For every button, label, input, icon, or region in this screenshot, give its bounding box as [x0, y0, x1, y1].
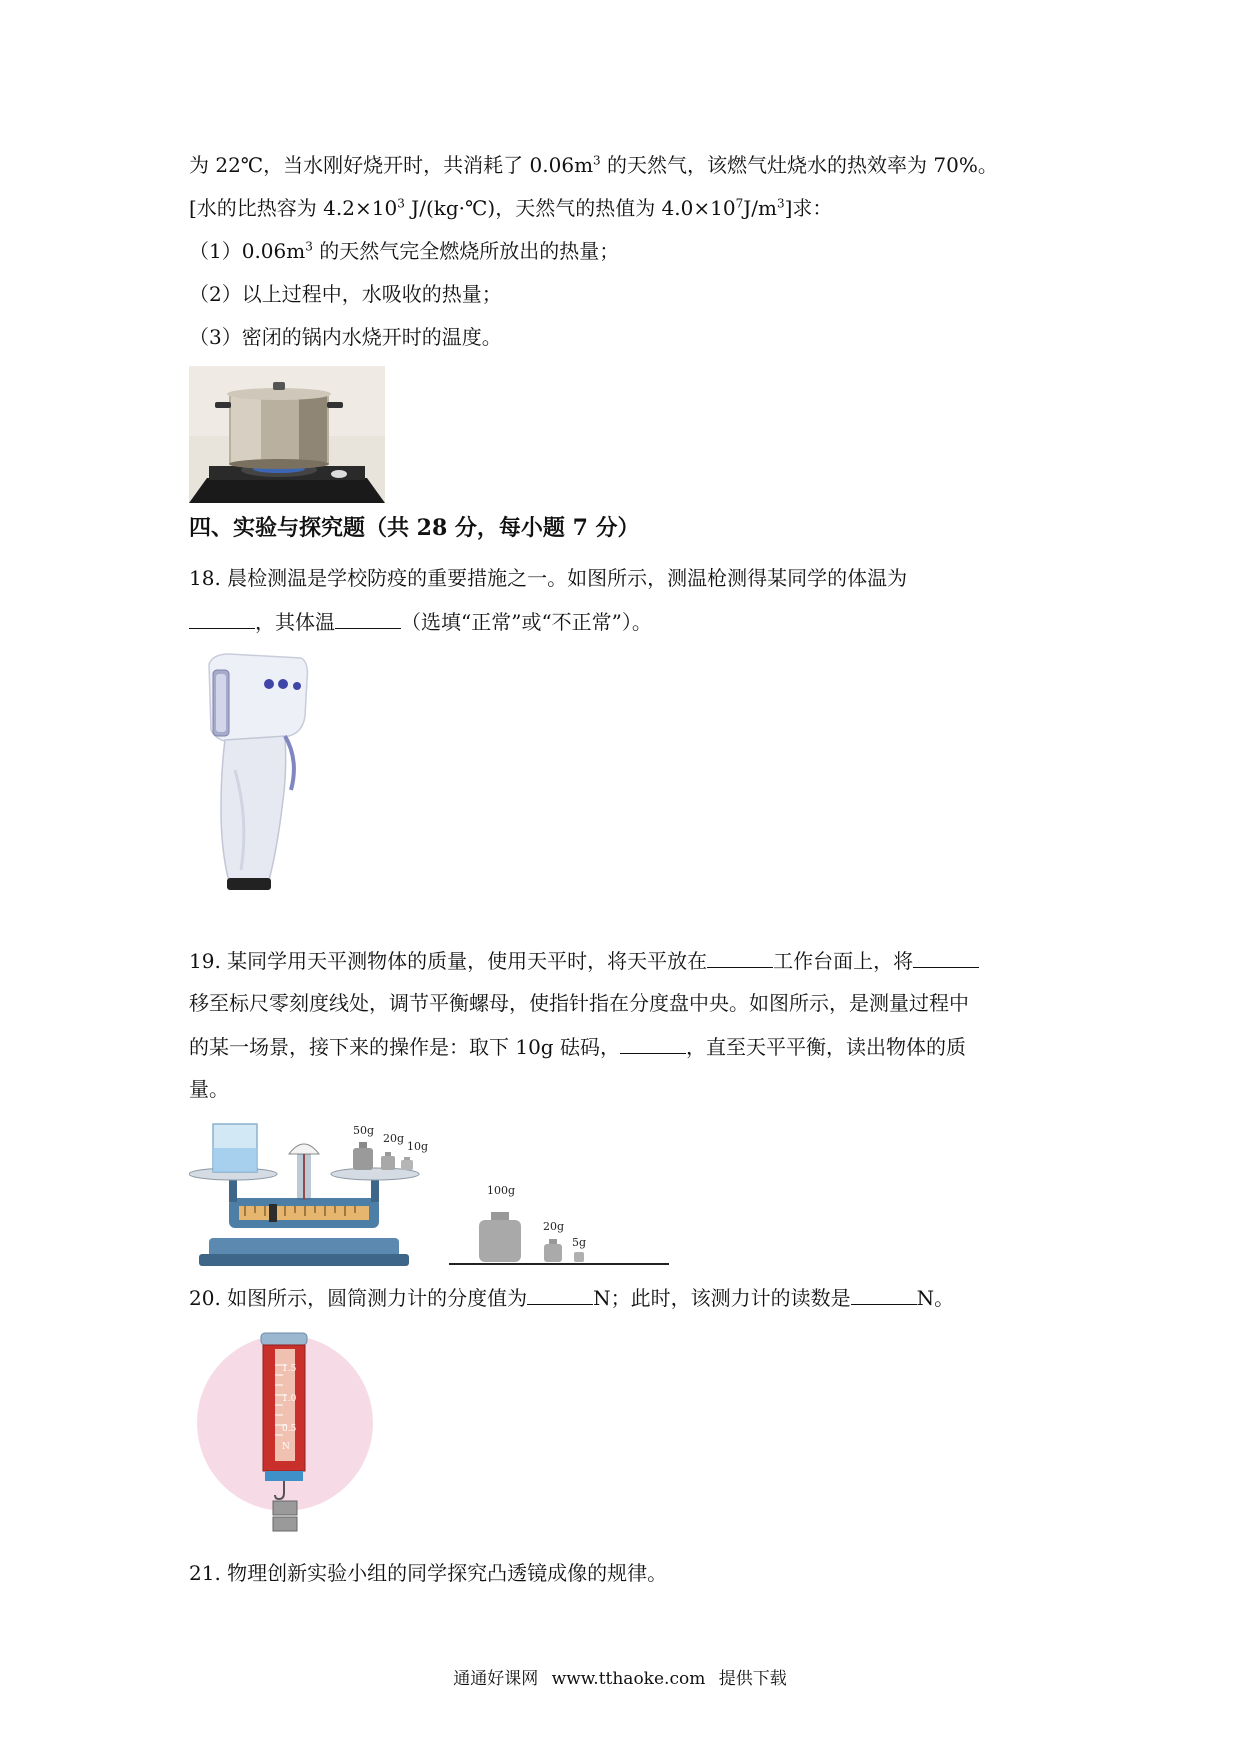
answer-blank[interactable]	[851, 1284, 917, 1305]
footer-note: 提供下载	[718, 1669, 787, 1689]
q18-line-2: ，其体温 （选填“正常”或“不正常”）。	[189, 608, 652, 635]
q19-line-3: 的某一场景，接下来的操作是：取下 10g 砝码， ，直至天平平衡，读出物体的质	[189, 1035, 966, 1059]
answer-blank[interactable]	[620, 1033, 686, 1054]
weight-label: 100g	[487, 1184, 516, 1197]
spring-scale-figure	[189, 1325, 385, 1535]
q19-line-4: 量。	[189, 1077, 229, 1101]
intro-line-1: 为 22℃，当水刚好烧开时，共消耗了 $0.06m^3$ 的天然气，该燃气灶烧水的热效率为 70%。	[189, 153, 998, 177]
footer-site-name: 通通好课网	[453, 1669, 539, 1689]
weight-label: 20g	[543, 1220, 565, 1233]
q19-line-2: 移至标尺零刻度线处，调节平衡螺母，使指针指在分度盘中央。如图所示，是测量过程中	[189, 991, 969, 1015]
sub-question-3: （3）密闭的锅内水烧开时的温度。	[189, 325, 502, 349]
section-heading: 四、实验与探究题（共 28 分，每小题 7 分）	[189, 515, 640, 541]
answer-blank[interactable]	[707, 947, 773, 968]
q18-line-1: 18. 晨检测温是学校防疫的重要措施之一。如图所示，测温枪测得某同学的体温为	[189, 566, 908, 590]
answer-blank[interactable]	[913, 947, 979, 968]
weight-label: 5g	[572, 1236, 587, 1249]
answer-blank[interactable]	[189, 608, 255, 629]
balance-scale-figure	[189, 1114, 669, 1270]
sub-question-2: （2）以上过程中，水吸收的热量；	[189, 282, 502, 306]
infrared-thermometer-figure	[189, 650, 309, 895]
answer-blank[interactable]	[527, 1284, 593, 1305]
weight-label: 20g	[383, 1132, 405, 1145]
scale-label: 1.0	[282, 1394, 297, 1404]
weight-label: 10g	[407, 1140, 429, 1153]
weight-label: 50g	[353, 1124, 375, 1137]
q20-line-1: 20. 如图所示，圆筒测力计的分度值为 N；此时，该测力计的读数是 N。	[189, 1286, 955, 1310]
footer-url[interactable]: www.tthaoke.com	[551, 1669, 706, 1689]
scale-label: 0.5	[282, 1424, 297, 1434]
answer-blank[interactable]	[335, 608, 401, 629]
scale-label: N	[282, 1442, 290, 1452]
q19-line-1: 19. 某同学用天平测物体的质量，使用天平时，将天平放在 工作台面上，将	[189, 947, 979, 974]
intro-line-2: [水的比热容为 $4.2\times 10^3$ J/(kg·℃)，天然气的热值为 $4.0\times 10^7J/m^3$]求：	[189, 196, 833, 220]
page-footer	[0, 1668, 1240, 1690]
sub-question-1: $(1)0.06m^3$ 的天然气完全燃烧所放出的热量；	[189, 239, 620, 263]
scale-label: 1.5	[282, 1364, 297, 1374]
pot-on-stove-figure	[189, 366, 385, 503]
q21-line-1: 21. 物理创新实验小组的同学探究凸透镜成像的规律。	[189, 1561, 668, 1585]
